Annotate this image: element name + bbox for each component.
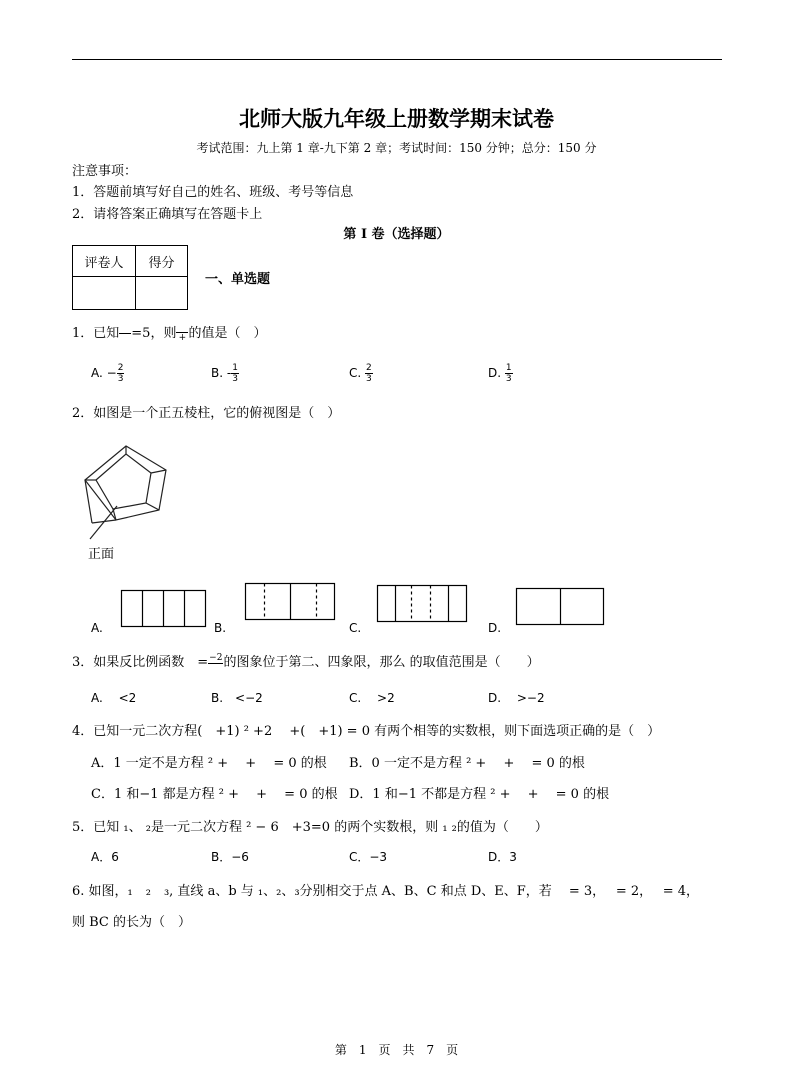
q5-option-a: A．6 (91, 850, 119, 864)
pentagonal-prism-figure (76, 440, 176, 540)
page-footer: 第 1 页 共 7 页 (334, 1043, 459, 1057)
q1-option-a: A. − $\frac{2}{3}$ (91, 363, 124, 384)
grader-header: 评卷人 (73, 246, 136, 277)
page-title: 北师大版九年级上册数学期末试卷 (239, 106, 554, 131)
section-title: 第 I 卷（选择题） (343, 227, 450, 242)
q5-option-c: C．−3 (349, 850, 388, 864)
q3-stem-b: 的图象位于第二、四象限，那么 的取值范围是（ ） (223, 655, 540, 670)
notes-heading: 注意事项： (72, 164, 138, 179)
q3-option-b: B. <−2 (211, 691, 263, 705)
question-6-stem-line2: 则 BC 的长为（ ） (72, 915, 192, 930)
q3-fraction: −2 (209, 653, 223, 663)
q4-option-d: D．1 和−1 不都是方程 ² + + = 0 的根 (349, 787, 610, 802)
q1-fraction: + (176, 324, 188, 343)
q2-option-a-figure (121, 590, 207, 628)
score-header: 得分 (136, 246, 188, 277)
q1-stem-c: 的值是（ ） (188, 326, 267, 341)
q3-option-c: C. >2 (349, 691, 395, 705)
q1-option-c: C. $\frac{2}{3}$ (349, 363, 372, 384)
note-item: 2．请将答案正确填写在答题卡上 (72, 207, 263, 222)
q2-option-c-label: C. (349, 621, 362, 635)
question-1-stem (72, 322, 266, 343)
q3-option-a: A. <2 (91, 691, 137, 705)
q3-stem-a: 3．如果反比例函数 = (72, 655, 209, 670)
q4-option-a: A．1 一定不是方程 ² + + = 0 的根 (91, 756, 327, 771)
score-cell (136, 277, 188, 310)
q1-stem-b: =5，则 (131, 326, 177, 341)
score-table (72, 245, 188, 310)
q2-option-b-label: B. (214, 621, 227, 635)
q2-option-d-figure (516, 588, 606, 626)
question-5-stem: 5．已知 ₁、 ₂是一元二次方程 ² − 6 +3=0 的两个实数根，则 ₁ ₂的值为（ ） (72, 820, 548, 835)
part-title: 一、单选题 (205, 272, 271, 287)
q4-option-b: B．0 一定不是方程 ² + + = 0 的根 (349, 756, 585, 771)
q3-option-d: D. >−2 (488, 691, 545, 705)
q2-option-b-figure (245, 583, 337, 621)
q2-option-c-figure (377, 585, 469, 623)
q1-stem-a: 1．已知 (72, 326, 120, 341)
q4-option-c: C．1 和−1 都是方程 ² + + = 0 的根 (91, 787, 338, 802)
grader-cell (73, 277, 136, 310)
question-3-stem (72, 651, 540, 672)
question-4-stem: 4．已知一元二次方程( +1) ² +2 +( +1) = 0 有两个相等的实数根，则下面选项正确的是（ ） (72, 724, 661, 739)
q2-option-a-label: A. (91, 621, 103, 635)
exam-info: 考试范围：九上第 1 章-九下第 2 章；考试时间：150 分钟；总分：150 分 (196, 141, 597, 155)
header-rule (72, 59, 722, 60)
q1-fraction-bar (119, 333, 131, 334)
note-item: 1．答题前填写好自己的姓名、班级、考号等信息 (72, 185, 354, 200)
question-6-stem-line1: 6. 如图，₁ ₂ ₃, 直线 a、b 与 ₁、₂、₃分别相交于点 A、B、C 和点 D、E、F，若 = 3， = 2， = 4， (72, 884, 700, 899)
question-2-stem: 2．如图是一个正五棱柱，它的俯视图是（ ） (72, 406, 341, 421)
front-view-label: 正面 (88, 547, 115, 562)
q5-option-b: B．−6 (211, 850, 249, 864)
q1-option-b: B. - $\frac{1}{3}$ (211, 363, 238, 384)
q2-option-d-label: D. (488, 621, 502, 635)
q1-option-d: D. $\frac{1}{3}$ (488, 363, 512, 384)
q5-option-d: D．3 (488, 850, 517, 864)
